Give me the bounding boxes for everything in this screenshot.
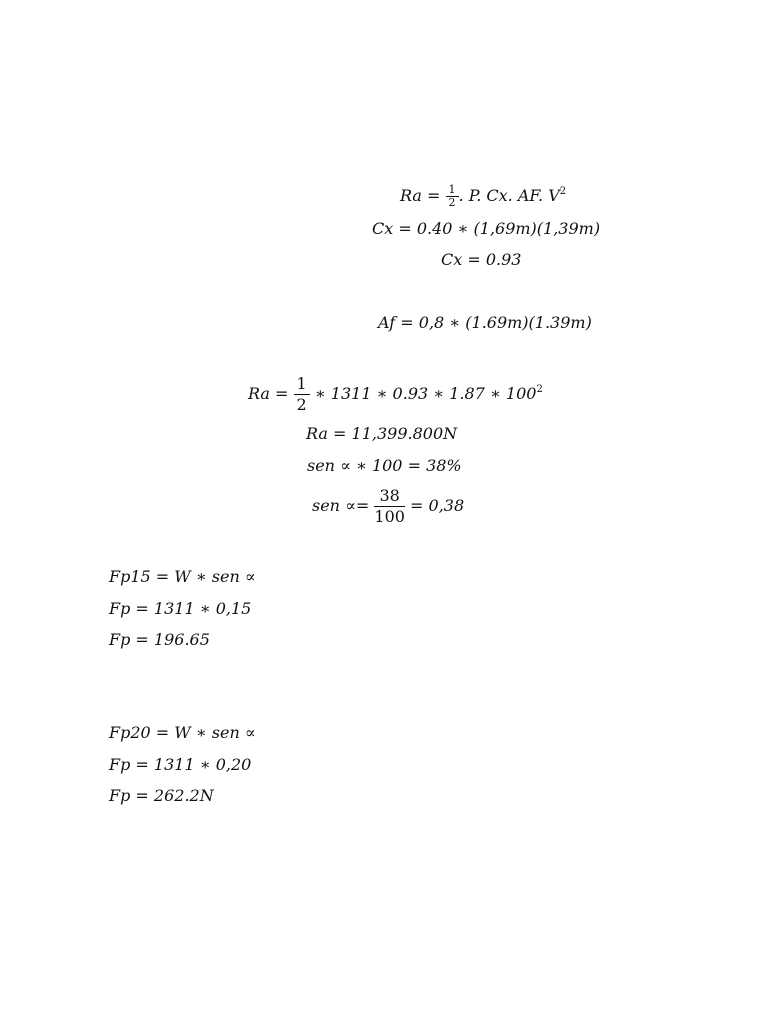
fp15-value: Fp = 196.65 [109, 630, 210, 649]
sen-fraction: sen ∝= $\frac{38}{100}$ = 0,38 [312, 486, 465, 526]
af-calculation: Af = 0,8 ∗ (1.69m)(1.39m) [378, 313, 592, 332]
sen-percentage: sen ∝ ∗ 100 = 38% [307, 456, 462, 475]
ra-value: Ra = 11,399.800N [306, 424, 458, 443]
ra-calculation-fraction: $\frac{1}{2}$ [294, 374, 310, 415]
fp15-calculation: Fp = 1311 ∗ 0,15 [109, 599, 252, 618]
sen-fraction-value: $\frac{38}{100}$ [374, 486, 405, 526]
fp20-definition: Fp20 = W ∗ sen ∝ [109, 723, 256, 742]
ra-formula-fraction: $\frac{1}{2}$ [446, 184, 459, 209]
cx-value: Cx = 0.93 [441, 250, 522, 269]
fp20-calculation: Fp = 1311 ∗ 0,20 [109, 755, 252, 774]
ra-calculation: Ra = $\frac{1}{2}$ ∗ 1311 ∗ 0.93 ∗ 1.87 ∗ $100^2$ [248, 374, 543, 414]
ra-formula: Ra = $\frac{1}{2}$ . P. Cx. AF. $V^2$ [400, 183, 567, 209]
fp15-definition: Fp15 = W ∗ sen ∝ [109, 567, 256, 586]
fp20-value: Fp = 262.2N [109, 786, 214, 805]
cx-calculation: Cx = 0.40 ∗ (1,69m)(1,39m) [372, 219, 601, 238]
